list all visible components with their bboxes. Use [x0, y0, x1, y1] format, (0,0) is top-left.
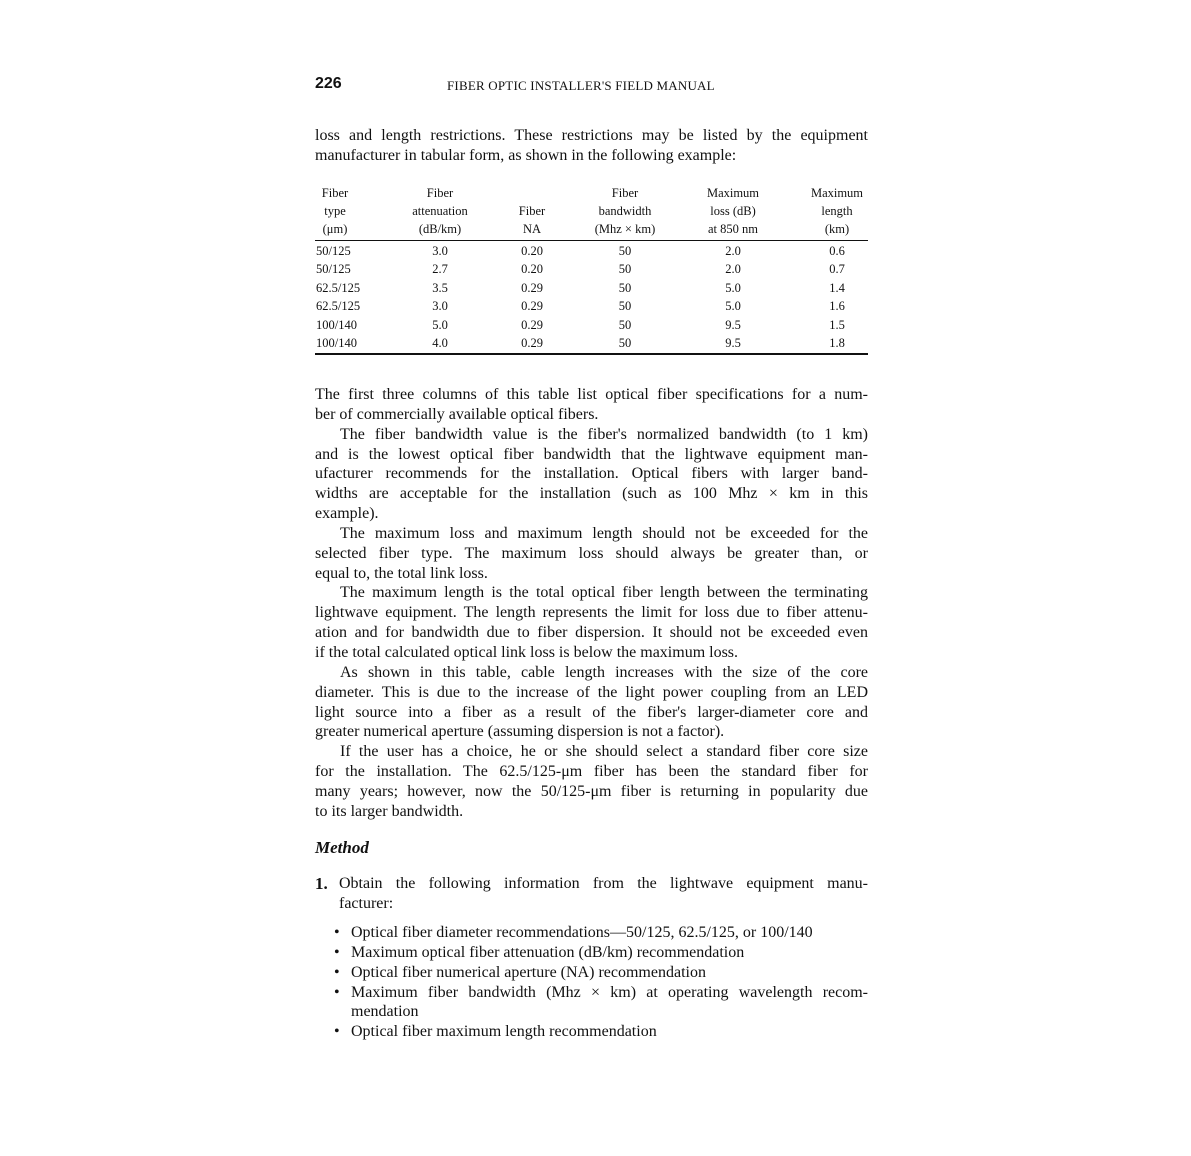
paragraph — [315, 583, 868, 662]
text-line: The maximum length is the total optical fiber length between the terminating — [340, 584, 868, 602]
table-cell: 2.7 — [432, 262, 448, 277]
table-cell: 5.0 — [432, 317, 448, 332]
table-cell: 50 — [618, 336, 632, 350]
text-line: and is the lowest optical fiber bandwidth that the lightwave equipment man- — [315, 445, 868, 463]
page-number: 226 — [315, 75, 342, 92]
bullet-icon: • — [334, 924, 340, 941]
bullet-item — [331, 983, 868, 1023]
table-cell: 3.0 — [432, 244, 448, 258]
text-line: Obtain the following information from the lightwave equipment manu- — [339, 875, 868, 892]
table-cell: 100/140 — [316, 317, 357, 332]
paragraph — [315, 742, 868, 821]
table-cell: 50 — [618, 317, 632, 332]
step-1-text — [339, 874, 868, 914]
table-header-cell: bandwidth — [598, 204, 652, 218]
table-cell: 50 — [618, 262, 632, 277]
bullet-icon: • — [334, 983, 340, 1001]
table-header-cell: (μm) — [322, 222, 348, 236]
text-line: Optical fiber numerical aperture (NA) recommendation — [351, 963, 706, 981]
bullet-icon: • — [334, 943, 340, 961]
text-line: light source into a fiber as a result of the fiber's larger-diameter core and — [315, 703, 868, 721]
table-cell: 62.5/125 — [316, 299, 361, 314]
text-line: equal to, the total link loss. — [315, 564, 488, 582]
bullet-item — [331, 963, 868, 983]
text-line: If the user has a choice, he or she should select a standard fiber core size — [340, 743, 868, 761]
text-line: selected fiber type. The maximum loss should always be greater than, or — [315, 544, 868, 562]
table-header-rule — [315, 240, 868, 241]
table-cell: 0.29 — [521, 280, 543, 295]
table-header-cell: (km) — [824, 222, 850, 236]
table-cell: 2.0 — [725, 262, 741, 277]
table-cell: 0.29 — [521, 317, 543, 332]
section-heading-method: Method — [315, 838, 369, 857]
table-header-cell: Fiber — [426, 186, 454, 200]
table-header-cell: attenuation — [412, 204, 468, 218]
table-cell: 0.29 — [521, 299, 543, 314]
text-line: ber of commercially available optical fibers. — [315, 405, 599, 423]
table-cell: 50/125 — [316, 262, 351, 277]
table-header-cell: NA — [522, 222, 542, 236]
running-head: FIBER OPTIC INSTALLER'S FIELD MANUAL — [447, 78, 715, 93]
text-line: Maximum optical fiber attenuation (dB/km) recommendation — [351, 943, 745, 961]
table-cell: 50/125 — [316, 244, 351, 258]
table-cell: 1.6 — [829, 299, 845, 314]
text-line: The first three columns of this table list optical fiber specifications for a num- — [315, 386, 868, 403]
body-text — [315, 385, 868, 822]
text-line: to its larger bandwidth. — [315, 802, 464, 820]
text-line: many years; however, now the 50/125-μm fiber is returning in popularity due — [315, 782, 868, 800]
paragraph — [315, 425, 868, 524]
table-cell: 0.6 — [829, 244, 845, 258]
text-line: The maximum loss and maximum length should not be exceeded for the — [340, 524, 868, 542]
text-line: mendation — [351, 1003, 419, 1021]
table-cell: 4.0 — [432, 336, 448, 350]
bullet-icon: • — [334, 1023, 340, 1041]
text-line: lightwave equipment. The length represents the limit for loss due to fiber attenu- — [315, 604, 868, 622]
table-cell: 50 — [618, 244, 632, 258]
text-line: The fiber bandwidth value is the fiber's normalized bandwidth (to 1 km) — [340, 425, 868, 443]
table-cell: 1.5 — [829, 317, 845, 332]
table-header-cell: Maximum — [706, 186, 760, 200]
table-cell: 0.20 — [521, 244, 543, 258]
table-bottom-rule — [315, 353, 868, 355]
table-cell: 9.5 — [725, 317, 741, 332]
table-cell: 2.0 — [725, 244, 741, 258]
step-number: 1. — [315, 874, 328, 893]
paragraph — [315, 385, 868, 425]
table-header-cell: Fiber — [518, 204, 546, 218]
text-line: greater numerical aperture (assuming dispersion is not a factor). — [315, 723, 725, 741]
table-header-cell: Fiber — [321, 186, 349, 200]
table-cell: 1.8 — [829, 336, 845, 350]
table-header-cell: length — [821, 204, 853, 218]
text-line: if the total calculated optical link loss is below the maximum loss. — [315, 643, 739, 661]
table-header-cell: type — [324, 204, 346, 218]
table-cell: 3.5 — [432, 280, 448, 295]
table-header-cell: at 850 nm — [708, 222, 758, 236]
paragraph — [315, 663, 868, 742]
table-cell: 50 — [618, 280, 632, 295]
text-line: diameter. This is due to the increase of the light power coupling from an LED — [315, 683, 868, 701]
text-line: example). — [315, 505, 379, 523]
table-cell: 62.5/125 — [316, 280, 361, 295]
text-line: for the installation. The 62.5/125-μm fiber has been the standard fiber for — [315, 763, 868, 781]
table-cell: 3.0 — [432, 299, 448, 314]
paragraph — [315, 524, 868, 584]
bullet-item — [331, 1022, 868, 1042]
text-line: facturer: — [339, 894, 394, 912]
table-header-cell: Maximum — [810, 186, 864, 200]
table-cell: 9.5 — [725, 336, 741, 350]
bullet-item — [331, 943, 868, 963]
table-cell: 5.0 — [725, 299, 741, 314]
text-line: manufacturer in tabular form, as shown in the following example: — [315, 146, 737, 164]
bullet-item — [331, 923, 868, 943]
text-line: ufacturer recommends for the installation. Optical fibers with larger band- — [315, 465, 868, 483]
text-line: Maximum fiber bandwidth (Mhz × km) at operating wavelength recom- — [351, 983, 868, 1001]
text-line: widths are acceptable for the installation (such as 100 Mhz × km in this — [315, 485, 868, 503]
text-line: ation and for bandwidth due to fiber dispersion. It should not be exceeded even — [315, 624, 868, 642]
table-cell: 1.4 — [829, 280, 845, 295]
text-line: Optical fiber diameter recommendations—50/125, 62.5/125, or 100/140 — [351, 924, 813, 941]
table-cell: 0.29 — [521, 336, 543, 350]
text-line: loss and length restrictions. These restrictions may be listed by the equipment — [315, 127, 868, 144]
table-cell: 100/140 — [316, 336, 357, 350]
table-cell: 0.7 — [829, 262, 845, 277]
bullet-list — [331, 923, 868, 1042]
table-cell: 0.20 — [521, 262, 543, 277]
text-line: Optical fiber maximum length recommendation — [351, 1023, 657, 1041]
text-line: As shown in this table, cable length increases with the size of the core — [340, 663, 868, 681]
table-header-cell: Fiber — [611, 186, 639, 200]
table-cell: 50 — [618, 299, 632, 314]
table-cell: 5.0 — [725, 280, 741, 295]
table-header-cell: (dB/km) — [418, 222, 462, 236]
intro-paragraph — [315, 126, 868, 166]
table-header-cell: (Mhz × km) — [594, 222, 656, 236]
bullet-icon: • — [334, 963, 340, 981]
table-header-cell: loss (dB) — [710, 204, 756, 218]
